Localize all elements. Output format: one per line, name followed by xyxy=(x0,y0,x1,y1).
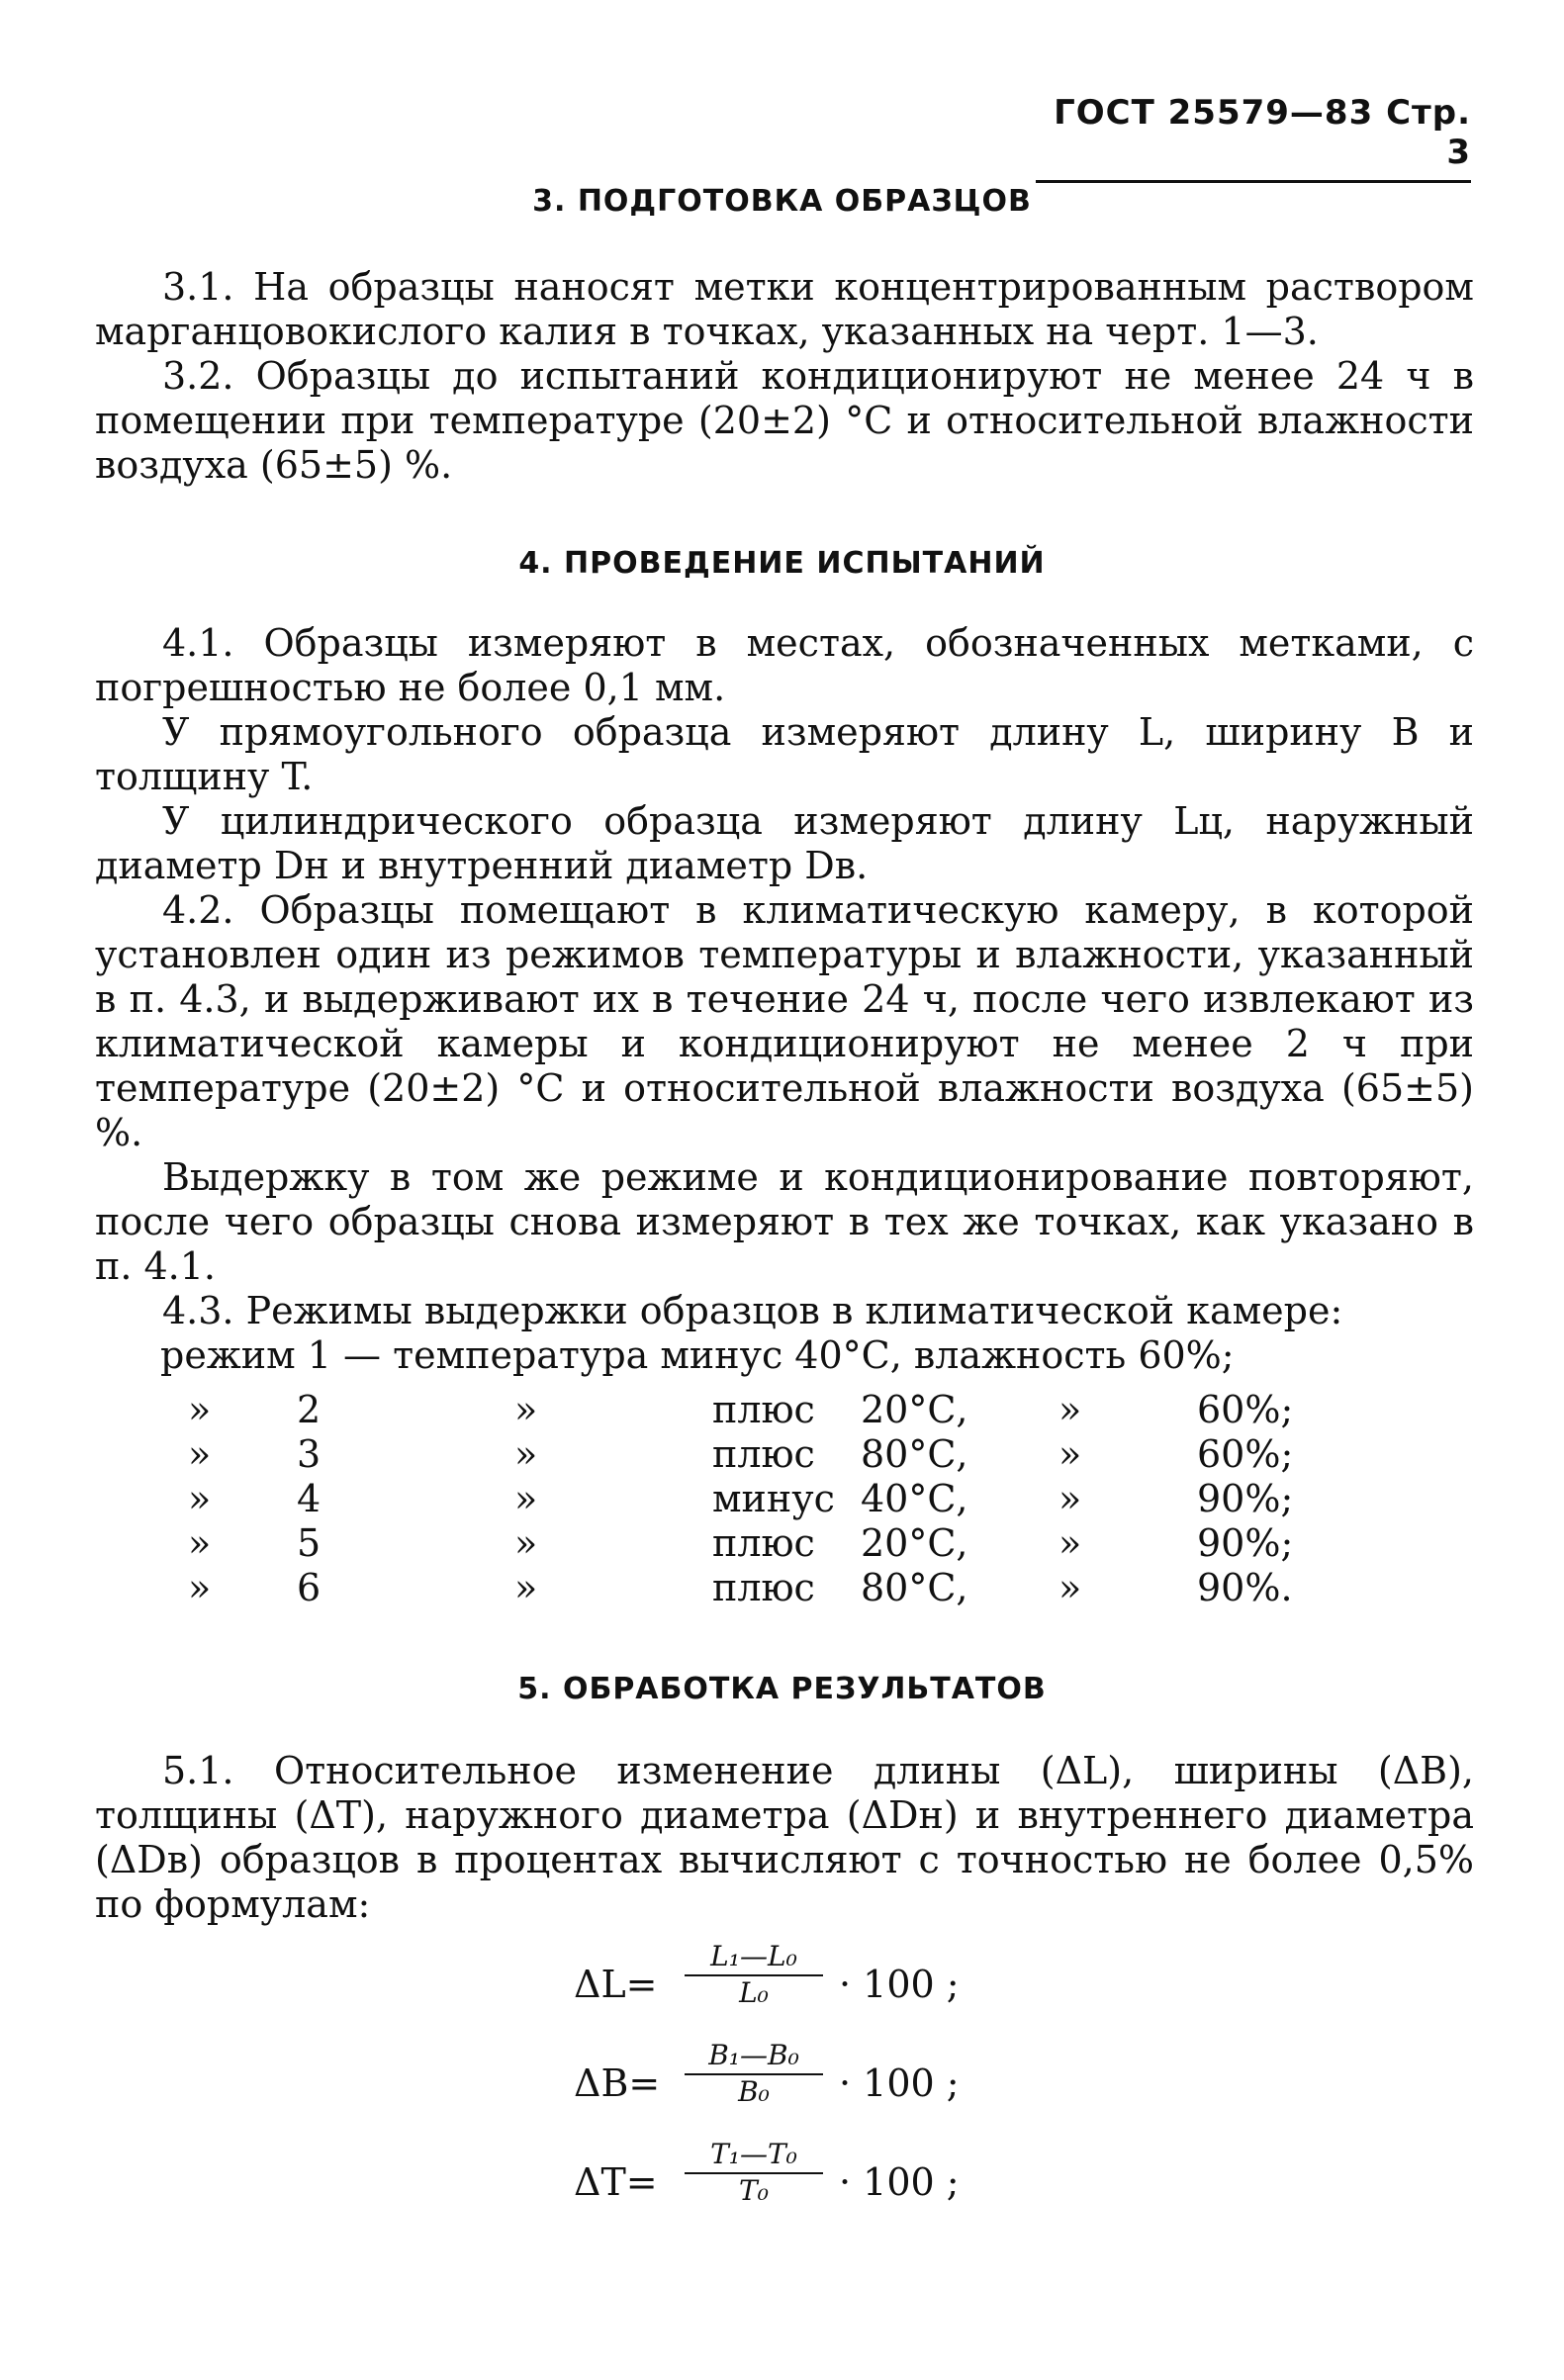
temperature-value: 20°С, xyxy=(861,1521,968,1565)
temperature-value: 40°С, xyxy=(861,1477,968,1520)
humidity-value: 60%; xyxy=(1197,1388,1294,1431)
temperature-sign: плюс xyxy=(712,1388,815,1431)
ditto-mark: » xyxy=(188,1521,212,1565)
ditto-mark: » xyxy=(1058,1432,1082,1476)
ditto-mark: » xyxy=(514,1477,538,1520)
formula-lhs: ΔB= xyxy=(574,2061,661,2105)
ditto-mark: » xyxy=(1058,1566,1082,1609)
mode-row xyxy=(188,1388,1306,1432)
formula-delta-width xyxy=(574,2038,1068,2127)
page-header: ГОСТ 25579—83 Стр. 3 xyxy=(1036,93,1471,183)
mode-number: 2 xyxy=(297,1388,322,1431)
formula-fraction xyxy=(685,2137,823,2208)
formula-denominator: T₀ xyxy=(739,2174,769,2207)
temperature-value: 20°С, xyxy=(861,1388,968,1431)
section-3-heading: 3. ПОДГОТОВКА ОБРАЗЦОВ xyxy=(532,184,1032,219)
formula-multiplier: · 100 ; xyxy=(839,2160,960,2204)
paragraph-3-1: 3.1. На образцы наносят метки концентрированным раствором марганцовокислого калия в точках, указанных на черт. 1—3. xyxy=(95,265,1474,353)
formula-multiplier: · 100 ; xyxy=(839,1963,960,2006)
mode-number: 6 xyxy=(297,1566,322,1609)
mode-row xyxy=(188,1477,1306,1521)
section-4-heading: 4. ПРОВЕДЕНИЕ ИСПЫТАНИЙ xyxy=(518,546,1046,581)
paragraph-4-2-repeat: Выдержку в том же режиме и кондиционирование повторяют, после чего образцы снова измеряют в тех же точках, как указано в п. 4.1. xyxy=(95,1155,1474,1288)
mode-number: 3 xyxy=(297,1432,322,1476)
mode-row xyxy=(188,1432,1306,1477)
ditto-mark: » xyxy=(514,1432,538,1476)
mode-number: 5 xyxy=(297,1521,322,1565)
formula-multiplier: · 100 ; xyxy=(839,2061,960,2105)
humidity-value: 60%; xyxy=(1197,1432,1294,1476)
formula-denominator: L₀ xyxy=(739,1976,769,2009)
temperature-value: 80°С, xyxy=(861,1432,968,1476)
temperature-value: 80°С, xyxy=(861,1566,968,1609)
humidity-value: 90%; xyxy=(1197,1521,1294,1565)
ditto-mark: » xyxy=(514,1521,538,1565)
mode-row xyxy=(188,1566,1306,1610)
ditto-mark: » xyxy=(1058,1477,1082,1520)
temperature-sign: плюс xyxy=(712,1566,815,1609)
ditto-mark: » xyxy=(188,1477,212,1520)
formula-numerator: L₁—L₀ xyxy=(685,1939,823,1976)
formula-fraction xyxy=(685,2038,823,2109)
paragraph-4-1-cyl: У цилиндрического образца измеряют длину Lц, наружный диаметр Dн и внутренний диаметр Dв. xyxy=(95,799,1474,887)
humidity-value: 90%; xyxy=(1197,1477,1294,1520)
mode-row xyxy=(188,1521,1306,1566)
formula-numerator: B₁—B₀ xyxy=(685,2038,823,2075)
ditto-mark: » xyxy=(1058,1388,1082,1431)
temperature-sign: плюс xyxy=(712,1432,815,1476)
formula-delta-length xyxy=(574,1939,1068,2028)
ditto-mark: » xyxy=(514,1388,538,1431)
paragraph-4-3: 4.3. Режимы выдержки образцов в климатической камере: xyxy=(162,1289,1343,1332)
temperature-sign: минус xyxy=(712,1477,835,1520)
ditto-mark: » xyxy=(188,1432,212,1476)
paragraph-5-1: 5.1. Относительное изменение длины (ΔL), ширины (ΔB), толщины (ΔT), наружного диаметра (ΔDн) и внутреннего диаметра (ΔDв) образцов в процентах вычисляют с точностью не более 0,5% по формулам: xyxy=(95,1749,1474,1926)
mode-1: режим 1 — температура минус 40°С, влажность 60%; xyxy=(160,1333,1235,1377)
formula-delta-thickness xyxy=(574,2137,1068,2226)
mode-number: 4 xyxy=(297,1477,322,1520)
formula-fraction xyxy=(685,1939,823,2010)
paragraph-4-2: 4.2. Образцы помещают в климатическую камеру, в которой установлен один из режимов температуры и влажности, указанный в п. 4.3, и выдерживают их в течение 24 ч, после чего извлекают из климатической камеры и кондиционируют не менее 2 ч при температуре (20±2) °С и относительной влажности воздуха (65±5) %. xyxy=(95,888,1474,1154)
formula-lhs: ΔL= xyxy=(574,1963,658,2006)
ditto-mark: » xyxy=(188,1566,212,1609)
section-5-heading: 5. ОБРАБОТКА РЕЗУЛЬТАТОВ xyxy=(517,1672,1047,1706)
ditto-mark: » xyxy=(1058,1521,1082,1565)
paragraph-4-1-rect: У прямоугольного образца измеряют длину L, ширину B и толщину T. xyxy=(95,710,1474,798)
formula-denominator: B₀ xyxy=(738,2075,770,2108)
paragraph-4-1: 4.1. Образцы измеряют в местах, обозначенных метками, с погрешностью не более 0,1 мм. xyxy=(95,621,1474,709)
ditto-mark: » xyxy=(188,1388,212,1431)
paragraph-3-2: 3.2. Образцы до испытаний кондиционируют не менее 24 ч в помещении при температуре (20±2) °С и относительной влажности воздуха (65±5) %. xyxy=(95,354,1474,487)
temperature-sign: плюс xyxy=(712,1521,815,1565)
humidity-value: 90%. xyxy=(1197,1566,1293,1609)
formula-lhs: ΔT= xyxy=(574,2160,658,2204)
formula-numerator: T₁—T₀ xyxy=(685,2137,823,2174)
ditto-mark: » xyxy=(514,1566,538,1609)
